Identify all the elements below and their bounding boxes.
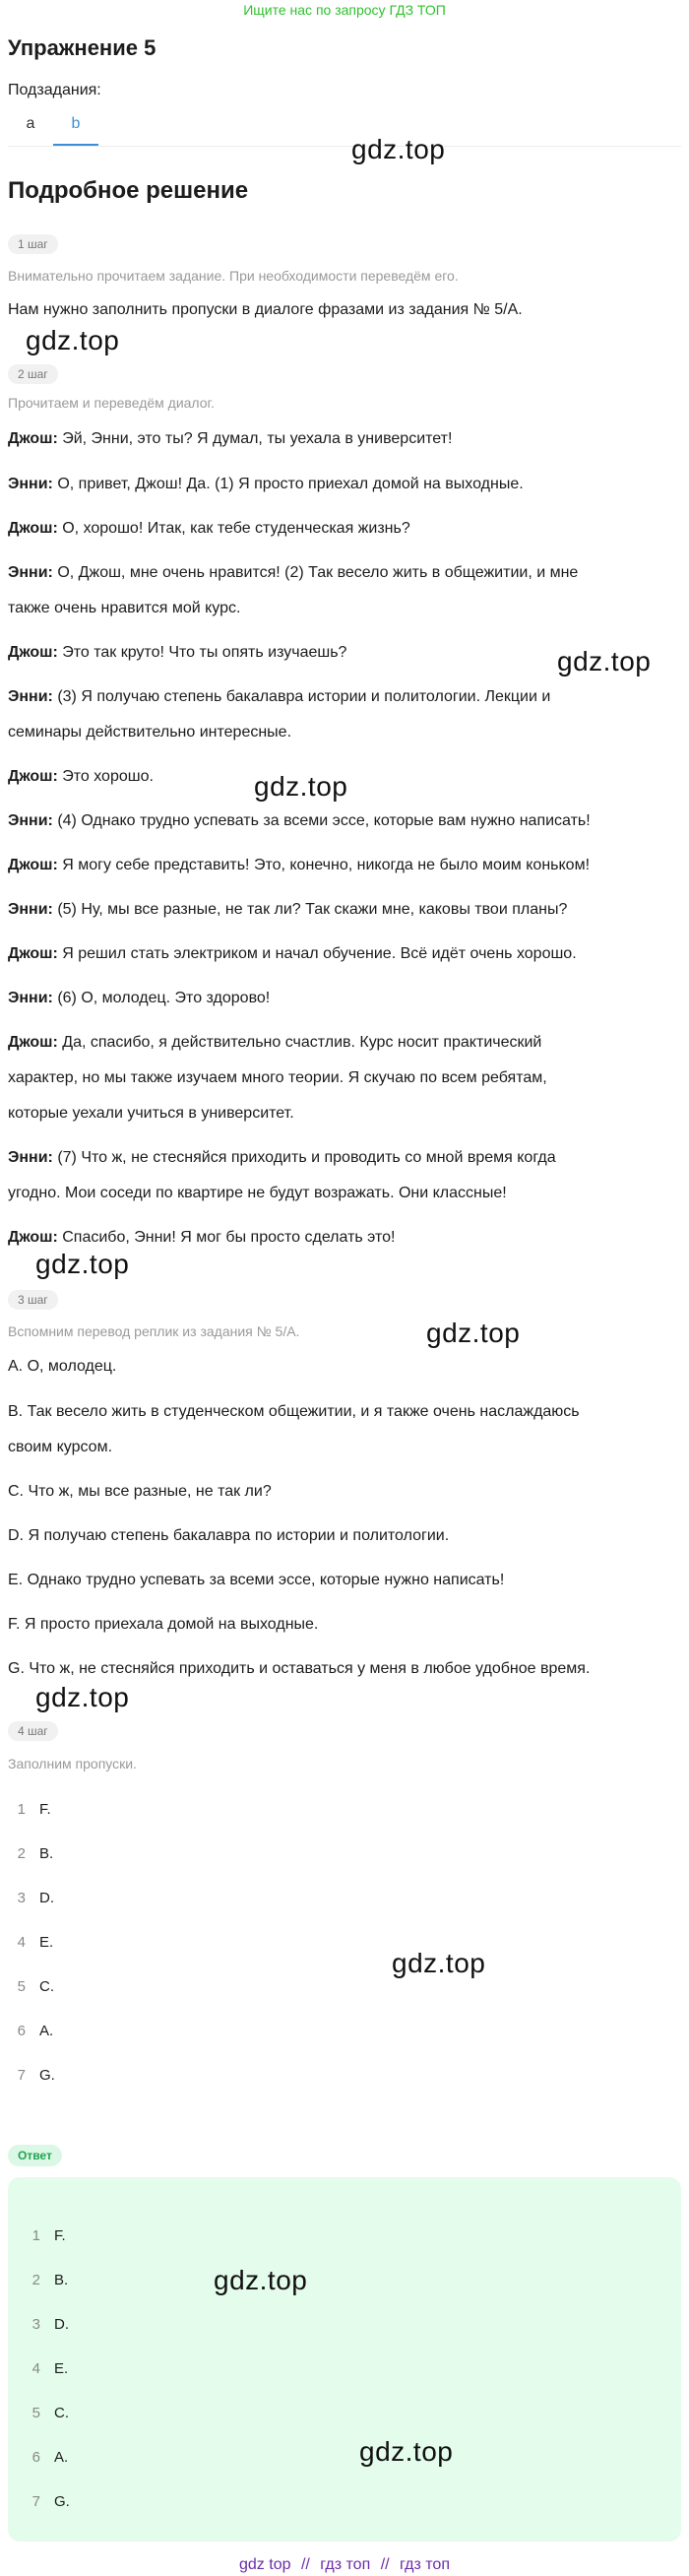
item-value: A. (39, 2023, 54, 2039)
item-number: 6 (31, 2449, 40, 2466)
footer-link[interactable]: gdz top (239, 2556, 291, 2573)
watermark: gdz.top (254, 771, 348, 802)
replica: Я могу себе представить! Это, конечно, никогда не было моим коньком! (57, 857, 591, 873)
item-value: C. (39, 1978, 54, 1995)
speaker: Энни: (8, 688, 53, 705)
step-note: Внимательно прочитаем задание. При необходимости переведём его. (8, 268, 459, 284)
replica: (4) Однако трудно успевать за всеми эссе, которые вам нужно написать! (52, 812, 591, 829)
answer-list-final (23, 2226, 70, 2537)
footer-separator: // (380, 2556, 390, 2573)
dialogue-line (8, 679, 681, 715)
item-value: B. (39, 1845, 54, 1862)
item-number: 6 (17, 2023, 26, 2039)
dialogue-line (8, 892, 681, 928)
dialogue-line (8, 511, 681, 547)
phrase: B. Так весело жить в студенческом общежитии, и я также очень наслаждаюсь (8, 1403, 580, 1420)
dialogue-line (8, 804, 681, 839)
tabs-divider (8, 146, 681, 147)
item-value: E. (54, 2360, 69, 2377)
phrase: G. Что ж, не стесняйся приходить и оставаться у меня в любое удобное время. (8, 1660, 591, 1677)
watermark: gdz.top (351, 134, 446, 164)
dialogue-line-cont: также очень нравится мой курс. (8, 600, 241, 616)
section-title: Подробное решение (8, 177, 249, 204)
item-number: 4 (17, 1934, 26, 1951)
item-number: 7 (17, 2067, 26, 2084)
item-number: 1 (17, 1801, 26, 1818)
replica: Это хорошо. (57, 768, 154, 785)
speaker: Энни: (8, 812, 53, 829)
list-item (23, 2492, 70, 2537)
dialogue-line (8, 421, 681, 457)
subtasks-label: Подзадания: (8, 82, 101, 98)
dialogue-line-cont: семинары действительно интересные. (8, 724, 292, 741)
list-item (23, 2359, 70, 2404)
list-item (8, 1933, 55, 1977)
replica: О, Джош, мне очень нравится! (2) Так весело жить в общежитии, и мне (52, 564, 579, 581)
replica: О, привет, Джош! Да. (1) Я просто приехал домой на выходные. (52, 476, 524, 492)
replica: (5) Ну, мы все разные, не так ли? Так скажи мне, каковы твои планы? (52, 901, 568, 918)
phrase: D. Я получаю степень бакалавра по истории и политологии. (8, 1527, 450, 1544)
watermark: gdz.top (359, 2436, 454, 2467)
phrase-cont: своим курсом. (8, 1439, 113, 1455)
list-item (23, 2404, 70, 2448)
phrase: F. Я просто приехала домой на выходные. (8, 1616, 319, 1633)
step-note: Вспомним перевод реплик из задания № 5/А. (8, 1323, 300, 1339)
replica: О, хорошо! Итак, как тебе студенческая жизнь? (57, 520, 410, 537)
list-item (23, 2448, 70, 2492)
item-number: 5 (31, 2405, 40, 2421)
watermark: gdz.top (426, 1318, 521, 1348)
subtask-tabs (8, 104, 98, 146)
answer-box (8, 2177, 681, 2542)
speaker: Энни: (8, 901, 53, 918)
replica: (7) Что ж, не стесняйся приходить и проводить со мной время когда (52, 1149, 556, 1166)
step-note: Прочитаем и переведём диалог. (8, 395, 215, 411)
answer-list (8, 1800, 55, 2110)
dialogue-line-cont: которые уехали учиться в университет. (8, 1105, 294, 1122)
speaker: Джош: (8, 768, 58, 785)
dialogue-line-cont: угодно. Мои соседи по квартире не будут возражать. Они классные! (8, 1185, 507, 1201)
list-item (23, 2271, 70, 2315)
list-item (8, 2022, 55, 2066)
item-value: B. (54, 2272, 69, 2288)
footer-links (0, 2556, 689, 2574)
replica: (3) Я получаю степень бакалавра истории и политологии. Лекции и (52, 688, 551, 705)
list-item (23, 2226, 70, 2271)
dialogue-line (8, 555, 681, 591)
item-value: A. (54, 2449, 69, 2466)
watermark: gdz.top (35, 1682, 130, 1712)
watermark: gdz.top (557, 646, 652, 676)
list-item (8, 1977, 55, 2022)
speaker: Энни: (8, 990, 53, 1006)
tab-a[interactable]: a (26, 115, 35, 132)
item-number: 3 (31, 2316, 40, 2333)
speaker: Джош: (8, 644, 58, 661)
speaker: Джош: (8, 857, 58, 873)
dialogue-line (8, 936, 681, 972)
list-item (8, 1844, 55, 1889)
speaker: Энни: (8, 1149, 53, 1166)
list-item (8, 1889, 55, 1933)
dialogue-line (8, 848, 681, 883)
footer-separator: // (300, 2556, 310, 2573)
dialogue-line (8, 1140, 681, 1176)
replica: Это так круто! Что ты опять изучаешь? (57, 644, 347, 661)
item-value: F. (54, 2227, 66, 2244)
dialogue-line (8, 467, 681, 502)
step-badge: 2 шаг (8, 364, 58, 384)
item-value: G. (54, 2493, 70, 2510)
item-number: 1 (31, 2227, 40, 2244)
replica: Да, спасибо, я действительно счастлив. Курс носит практический (57, 1034, 542, 1051)
watermark: gdz.top (392, 1948, 486, 1978)
promo-banner[interactable]: Ищите нас по запросу ГДЗ ТОП (243, 2, 446, 18)
replica: Спасибо, Энни! Я мог бы просто сделать это! (57, 1229, 396, 1246)
step-badge: 3 шаг (8, 1290, 58, 1310)
watermark: gdz.top (35, 1249, 130, 1279)
item-value: C. (54, 2405, 69, 2421)
item-number: 2 (31, 2272, 40, 2288)
watermark: gdz.top (26, 325, 120, 355)
item-value: E. (39, 1934, 54, 1951)
speaker: Энни: (8, 476, 53, 492)
item-value: F. (39, 1801, 51, 1818)
item-number: 5 (17, 1978, 26, 1995)
tab-b[interactable]: b (53, 104, 98, 146)
speaker: Джош: (8, 1034, 58, 1051)
replica: Эй, Энни, это ты? Я думал, ты уехала в университет! (57, 430, 453, 447)
item-value: G. (39, 2067, 55, 2084)
step-text: Нам нужно заполнить пропуски в диалоге фразами из задания № 5/А. (8, 301, 523, 318)
phrase: A. О, молодец. (8, 1358, 117, 1375)
item-value: D. (39, 1890, 54, 1906)
list-item (23, 2315, 70, 2359)
list-item (8, 1800, 55, 1844)
footer-link[interactable]: гдз топ (400, 2556, 450, 2573)
list-item (8, 2066, 55, 2110)
speaker: Джош: (8, 1229, 58, 1246)
dialogue-line-cont: характер, но мы также изучаем много теории. Я скучаю по всем ребятам, (8, 1069, 547, 1086)
speaker: Джош: (8, 430, 58, 447)
item-number: 4 (31, 2360, 40, 2377)
page-title: Упражнение 5 (8, 35, 157, 60)
phrase: E. Однако трудно успевать за всеми эссе, которые нужно написать! (8, 1572, 505, 1588)
phrase: C. Что ж, мы все разные, не так ли? (8, 1483, 272, 1500)
item-number: 3 (17, 1890, 26, 1906)
watermark: gdz.top (214, 2265, 308, 2295)
speaker: Джош: (8, 945, 58, 962)
step-note: Заполним пропуски. (8, 1756, 137, 1771)
item-number: 2 (17, 1845, 26, 1862)
dialogue-line (8, 981, 681, 1016)
replica: (6) О, молодец. Это здорово! (52, 990, 271, 1006)
footer-link[interactable]: гдз топ (320, 2556, 371, 2573)
answer-badge: Ответ (8, 2145, 62, 2166)
speaker: Джош: (8, 520, 58, 537)
item-value: D. (54, 2316, 69, 2333)
speaker: Энни: (8, 564, 53, 581)
step-badge: 4 шаг (8, 1721, 58, 1741)
replica: Я решил стать электриком и начал обучение. Всё идёт очень хорошо. (57, 945, 577, 962)
step-badge: 1 шаг (8, 234, 58, 254)
item-number: 7 (31, 2493, 40, 2510)
dialogue-line (8, 1025, 681, 1061)
